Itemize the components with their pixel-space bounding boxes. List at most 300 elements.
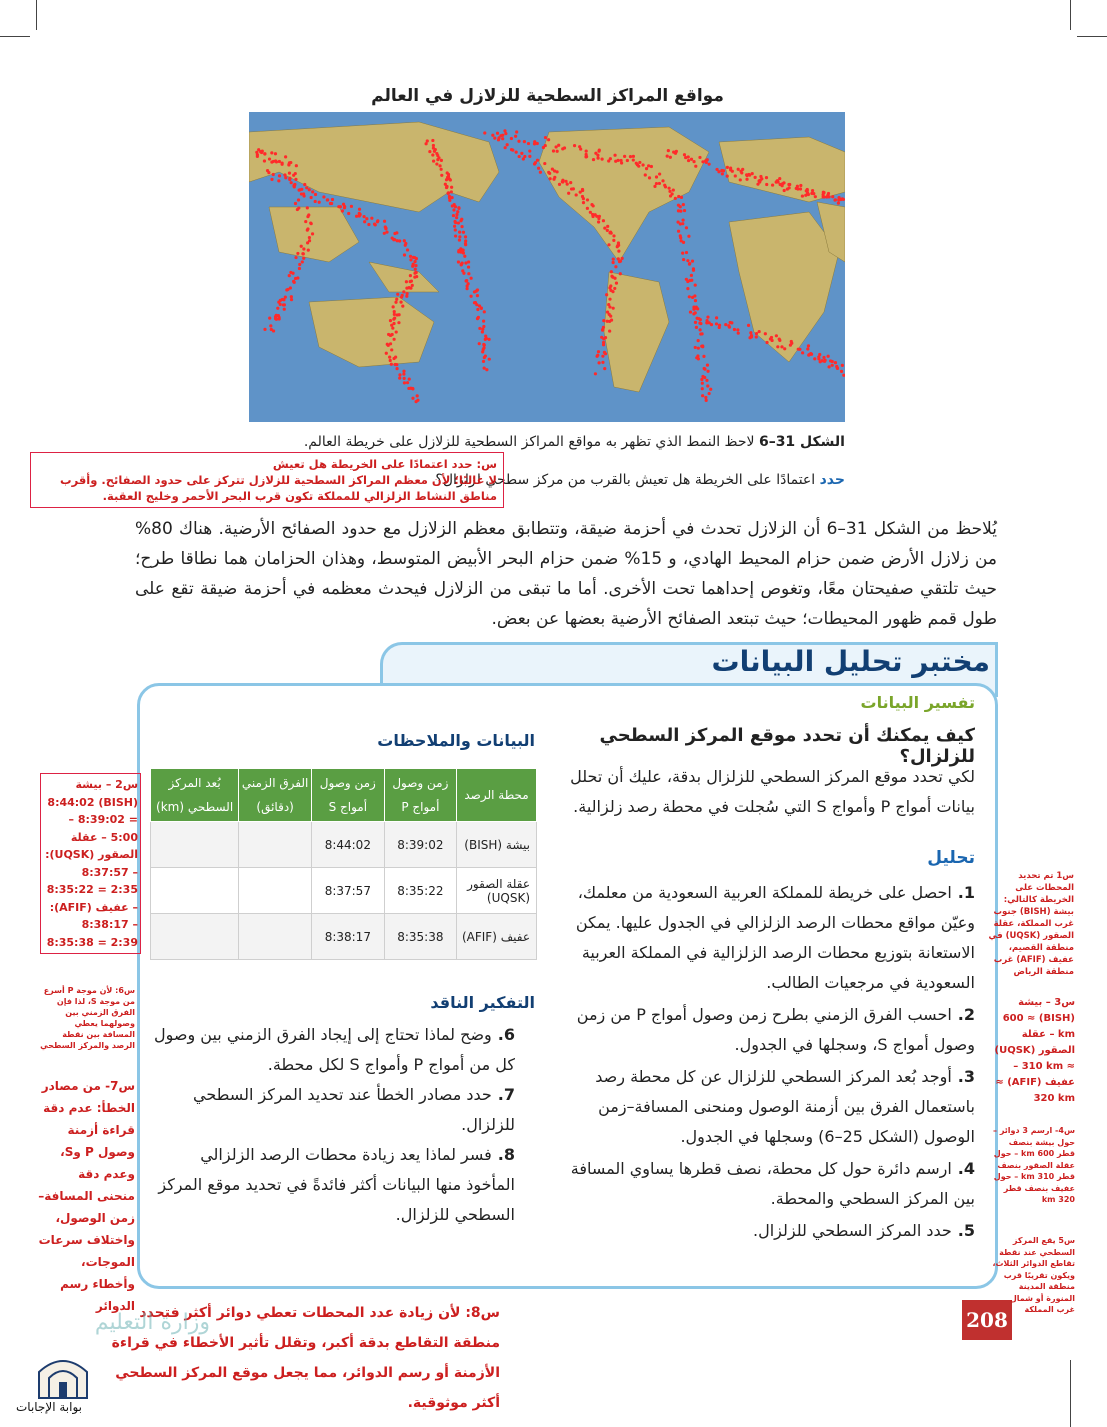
table-header: الفرق الزمني (دقائق) bbox=[239, 769, 312, 822]
earthquake-point bbox=[617, 249, 620, 252]
critical-thinking-list bbox=[150, 1020, 515, 1230]
table-header: زمن وصول أمواج P bbox=[384, 769, 456, 822]
earthquake-point bbox=[731, 170, 734, 173]
earthquake-point bbox=[601, 355, 604, 358]
earthquake-point bbox=[612, 258, 615, 261]
earthquake-point bbox=[310, 196, 313, 199]
earthquake-point bbox=[827, 355, 830, 358]
earthquake-point bbox=[596, 354, 599, 357]
earthquake-point bbox=[579, 191, 582, 194]
earthquake-point bbox=[449, 178, 452, 181]
earthquake-point bbox=[697, 339, 700, 342]
table-cell: 8:44:02 bbox=[312, 822, 385, 868]
earthquake-point bbox=[597, 361, 600, 364]
earthquake-point bbox=[573, 144, 576, 147]
earthquake-point bbox=[679, 222, 682, 225]
earthquake-point bbox=[637, 165, 640, 168]
earthquake-point bbox=[672, 151, 675, 154]
site-logo-icon bbox=[35, 1350, 91, 1400]
earthquake-point bbox=[822, 356, 825, 359]
earthquake-point bbox=[682, 203, 685, 206]
earthquake-point bbox=[398, 373, 401, 376]
earthquake-point bbox=[341, 209, 344, 212]
earthquake-point bbox=[464, 242, 467, 245]
earthquake-point bbox=[842, 198, 845, 201]
earthquake-point bbox=[783, 347, 786, 350]
earthquake-point bbox=[510, 148, 513, 151]
earthquake-point bbox=[610, 318, 613, 321]
earthquake-point bbox=[395, 298, 398, 301]
earthquake-point bbox=[629, 155, 632, 158]
earthquake-point bbox=[705, 321, 708, 324]
earthquake-point bbox=[400, 295, 403, 298]
critical-text: فسر لماذا يعد زيادة محطات الرصد الزلزالي المأخوذ منها البيانات أكثر فائدةً في تحديد موقع المركز السطحي للزلزال. bbox=[158, 1145, 515, 1224]
earthquake-point bbox=[606, 229, 609, 232]
earthquake-point bbox=[727, 324, 730, 327]
earthquake-point bbox=[679, 205, 682, 208]
earthquake-point bbox=[734, 174, 737, 177]
earthquake-point bbox=[447, 191, 450, 194]
earthquake-point bbox=[596, 154, 599, 157]
earthquake-point bbox=[294, 178, 297, 181]
earthquake-point bbox=[406, 248, 409, 251]
earthquake-point bbox=[585, 153, 588, 156]
handwritten-note-right-1: س1 تم تحديد المحطات على الخريطة كالتالي: بيشة (BISH) جنوب غرب المملكة، عقلة الصقور (UQSK) في منطقة القصيم، عفيف (AFIF) غرب منطقة الرياض bbox=[988, 871, 1074, 977]
earthquake-point bbox=[483, 131, 486, 134]
earthquake-point bbox=[764, 332, 767, 335]
figure-label: الشكل 31–6 bbox=[758, 434, 845, 450]
earthquake-point bbox=[294, 277, 297, 280]
earthquake-point bbox=[771, 183, 774, 186]
earthquake-point bbox=[414, 268, 417, 271]
earthquake-point bbox=[686, 259, 689, 262]
earthquake-point bbox=[515, 151, 518, 154]
earthquake-point bbox=[641, 163, 644, 166]
earthquake-point bbox=[834, 361, 837, 364]
earthquake-point bbox=[733, 328, 736, 331]
earthquake-point bbox=[393, 313, 396, 316]
earthquake-point bbox=[528, 155, 531, 158]
earthquake-point bbox=[413, 260, 416, 263]
earthquake-point bbox=[409, 258, 412, 261]
earthquake-point bbox=[797, 348, 800, 351]
earthquake-point bbox=[745, 178, 748, 181]
earthquake-point bbox=[745, 173, 748, 176]
earthquake-point bbox=[655, 175, 658, 178]
earthquake-point bbox=[596, 157, 599, 160]
earthquake-point bbox=[607, 159, 610, 162]
table-header: محطة الرصد bbox=[457, 769, 537, 822]
earthquake-point bbox=[292, 174, 295, 177]
earthquake-point bbox=[708, 163, 711, 166]
earthquake-point bbox=[461, 262, 464, 265]
earthquake-point bbox=[690, 158, 693, 161]
earthquake-point bbox=[269, 324, 272, 327]
earthquake-point bbox=[592, 204, 595, 207]
earthquake-point bbox=[389, 359, 392, 362]
earthquake-point bbox=[457, 207, 460, 210]
earthquake-point bbox=[581, 195, 584, 198]
table-cell: 8:38:17 bbox=[312, 914, 385, 960]
earthquake-point bbox=[705, 399, 708, 402]
earthquake-point bbox=[403, 253, 406, 256]
critical-number: 7. bbox=[497, 1085, 515, 1104]
earthquake-point bbox=[475, 290, 478, 293]
earthquake-point bbox=[626, 159, 629, 162]
earthquake-point bbox=[706, 370, 709, 373]
earthquake-point bbox=[674, 197, 677, 200]
earthquake-point bbox=[388, 356, 391, 359]
earthquake-point bbox=[572, 187, 575, 190]
earthquake-point bbox=[288, 274, 291, 277]
table-cell bbox=[151, 868, 239, 914]
earthquake-point bbox=[460, 248, 463, 251]
earthquake-point bbox=[398, 239, 401, 242]
earthquake-point bbox=[448, 199, 451, 202]
earthquake-point bbox=[482, 360, 485, 363]
earthquake-point bbox=[694, 321, 697, 324]
earthquake-point bbox=[454, 205, 457, 208]
earthquake-point bbox=[432, 147, 435, 150]
frame-line bbox=[1070, 0, 1071, 30]
earthquake-point bbox=[597, 150, 600, 153]
earthquake-point bbox=[275, 318, 278, 321]
earthquake-point bbox=[597, 220, 600, 223]
earthquake-point bbox=[416, 394, 419, 397]
earthquake-point bbox=[393, 232, 396, 235]
earthquake-point bbox=[765, 183, 768, 186]
earthquake-point bbox=[610, 275, 613, 278]
earthquake-point bbox=[414, 400, 417, 403]
earthquake-point bbox=[726, 166, 729, 169]
earthquake-point bbox=[710, 323, 713, 326]
earthquake-point bbox=[776, 345, 779, 348]
table-cell: عفيف (AFIF) bbox=[457, 914, 537, 960]
earthquake-point bbox=[435, 162, 438, 165]
earthquake-point bbox=[658, 182, 661, 185]
earthquake-point bbox=[457, 260, 460, 263]
table-cell bbox=[239, 822, 312, 868]
table-cell bbox=[151, 822, 239, 868]
earthquake-point bbox=[296, 252, 299, 255]
earthquake-point bbox=[695, 326, 698, 329]
earthquake-point bbox=[648, 176, 651, 179]
earthquake-point bbox=[396, 293, 399, 296]
earthquake-point bbox=[326, 198, 329, 201]
earthquake-point bbox=[677, 195, 680, 198]
earthquake-point bbox=[432, 159, 435, 162]
earthquake-point bbox=[350, 205, 353, 208]
earthquake-point bbox=[409, 280, 412, 283]
earthquake-point bbox=[385, 352, 388, 355]
earthquake-point bbox=[283, 308, 286, 311]
earthquake-point bbox=[363, 220, 366, 223]
earthquake-point bbox=[450, 190, 453, 193]
data-observations-heading: البيانات والملاحظات bbox=[377, 731, 535, 750]
earthquake-point bbox=[616, 245, 619, 248]
earthquake-point bbox=[563, 146, 566, 149]
earthquake-point bbox=[638, 161, 641, 164]
earthquake-point bbox=[679, 236, 682, 239]
earthquake-point bbox=[284, 296, 287, 299]
earthquake-point bbox=[454, 228, 457, 231]
earthquake-point bbox=[601, 158, 604, 161]
earthquake-point bbox=[724, 323, 727, 326]
earthquake-point bbox=[329, 202, 332, 205]
earthquake-point bbox=[314, 193, 317, 196]
earthquake-point bbox=[697, 357, 700, 360]
earthquake-point bbox=[781, 182, 784, 185]
earthquake-point bbox=[274, 152, 277, 155]
earthquake-point bbox=[465, 279, 468, 282]
earthquake-point bbox=[398, 376, 401, 379]
earthquake-point bbox=[395, 367, 398, 370]
brand-name: بوابة الإجابات bbox=[15, 1400, 82, 1414]
figure-caption bbox=[290, 434, 845, 450]
earthquake-point bbox=[453, 220, 456, 223]
earthquake-point bbox=[405, 287, 408, 290]
earthquake-point bbox=[437, 156, 440, 159]
earthquake-point bbox=[440, 174, 443, 177]
earthquake-point bbox=[780, 345, 783, 348]
earthquake-point bbox=[294, 256, 297, 259]
earthquake-point bbox=[823, 360, 826, 363]
earthquake-point bbox=[748, 336, 751, 339]
earthquake-point bbox=[759, 175, 762, 178]
earthquake-point bbox=[347, 212, 350, 215]
earthquake-point bbox=[691, 259, 694, 262]
earthquake-point bbox=[837, 202, 840, 205]
earthquake-point bbox=[759, 179, 762, 182]
step-number: 5. bbox=[957, 1221, 975, 1240]
earthquake-point bbox=[428, 150, 431, 153]
earthquake-point bbox=[783, 189, 786, 192]
earthquake-point bbox=[447, 173, 450, 176]
earthquake-point bbox=[569, 181, 572, 184]
earthquake-point bbox=[796, 185, 799, 188]
earthquake-point bbox=[302, 257, 305, 260]
earthquake-point bbox=[827, 195, 830, 198]
earthquake-point bbox=[290, 181, 293, 184]
earthquake-point bbox=[343, 205, 346, 208]
handwritten-note-right-4: س5 يقع المركز السطحي عند نقطة تقاطع الدوائر الثلاث، ويكون تقريبًا قرب منطقة المدينة المنورة أو شمال غرب المملكة bbox=[992, 1236, 1075, 1314]
earthquake-point bbox=[705, 379, 708, 382]
earthquake-point bbox=[438, 164, 441, 167]
lab-title: مختبر تحليل البيانات bbox=[711, 645, 990, 678]
earthquake-point bbox=[425, 142, 428, 145]
earthquake-point bbox=[611, 290, 614, 293]
earthquake-point bbox=[705, 161, 708, 164]
earthquake-point bbox=[701, 387, 704, 390]
earthquake-point bbox=[390, 348, 393, 351]
earthquake-point bbox=[506, 143, 509, 146]
earthquake-point bbox=[552, 149, 555, 152]
earthquake-point bbox=[456, 210, 459, 213]
earthquake-point bbox=[504, 146, 507, 149]
earthquake-point bbox=[822, 195, 825, 198]
earthquake-point bbox=[608, 305, 611, 308]
earthquake-point bbox=[480, 307, 483, 310]
figure-caption-text: لاحظ النمط الذي تظهر به مواقع المراكز السطحية للزلازل على خريطة العالم. bbox=[303, 434, 755, 450]
earthquake-point bbox=[612, 261, 615, 264]
earthquake-point bbox=[389, 319, 392, 322]
earthquake-point bbox=[450, 186, 453, 189]
earthquake-point bbox=[365, 217, 368, 220]
earthquake-point bbox=[605, 293, 608, 296]
earthquake-point bbox=[297, 206, 300, 209]
earthquake-point bbox=[814, 195, 817, 198]
earthquake-point bbox=[445, 178, 448, 181]
earthquake-point bbox=[270, 328, 273, 331]
earthquake-point bbox=[288, 161, 291, 164]
step-number: 2. bbox=[957, 1005, 975, 1024]
earthquake-point bbox=[667, 149, 670, 152]
table-row bbox=[151, 822, 537, 868]
earthquake-point bbox=[822, 191, 825, 194]
earthquake-point bbox=[841, 364, 844, 367]
earthquake-point bbox=[445, 186, 448, 189]
earthquake-point bbox=[488, 358, 491, 361]
earthquake-point bbox=[604, 352, 607, 355]
step-text: أوجد بُعد المركز السطحي للزلزال عن كل محطة رصد باستعمال الفرق بين أزمنة الوصول ومنحنى المسافة–زمن الوصول (الشكل 25–6) وسجلها في الجدول. bbox=[595, 1067, 975, 1146]
earthquake-point bbox=[799, 184, 802, 187]
table-cell: 8:35:38 bbox=[384, 914, 456, 960]
earthquake-point bbox=[476, 294, 479, 297]
earthquake-point bbox=[737, 168, 740, 171]
step-item bbox=[565, 1000, 975, 1060]
earthquake-point bbox=[278, 174, 281, 177]
earthquake-point bbox=[661, 179, 664, 182]
earthquake-point bbox=[510, 137, 513, 140]
earthquake-point bbox=[462, 251, 465, 254]
earthquake-point bbox=[603, 367, 606, 370]
earthquake-point bbox=[789, 344, 792, 347]
frame-line bbox=[1077, 36, 1107, 37]
earthquake-point bbox=[306, 206, 309, 209]
critical-number: 6. bbox=[497, 1025, 515, 1044]
earthquake-point bbox=[675, 150, 678, 153]
earthquake-point bbox=[613, 154, 616, 157]
earthquake-point bbox=[549, 177, 552, 180]
earthquake-point bbox=[601, 361, 604, 364]
earthquake-point bbox=[298, 267, 301, 270]
earthquake-point bbox=[389, 334, 392, 337]
earthquake-point bbox=[484, 338, 487, 341]
earthquake-point bbox=[405, 295, 408, 298]
earthquake-point bbox=[478, 342, 481, 345]
earthquake-point bbox=[603, 226, 606, 229]
earthquake-point bbox=[476, 308, 479, 311]
earthquake-point bbox=[619, 272, 622, 275]
earthquake-point bbox=[681, 252, 684, 255]
earthquake-point bbox=[701, 394, 704, 397]
earthquake-point bbox=[306, 228, 309, 231]
earthquake-point bbox=[302, 252, 305, 255]
earthquake-point bbox=[687, 159, 690, 162]
earthquake-point bbox=[270, 178, 273, 181]
earthquake-point bbox=[755, 332, 758, 335]
table-cell bbox=[239, 914, 312, 960]
earthquake-point bbox=[493, 137, 496, 140]
earthquake-point bbox=[268, 317, 271, 320]
note-answer: لا غالبًا؛ لأن معظم المراكز السطحية للزلازل تتركز على حدود الصفائح. وأقرب مناطق النشاط الزلزالي للمملكة تكون قرب البحر الأحمر وخليج العقبة. bbox=[60, 473, 497, 503]
earthquake-point bbox=[483, 366, 486, 369]
earthquake-point bbox=[721, 172, 724, 175]
earthquake-point bbox=[788, 183, 791, 186]
earthquake-point bbox=[547, 138, 550, 141]
earthquake-point bbox=[553, 176, 556, 179]
earthquake-point bbox=[758, 330, 761, 333]
earthquake-point bbox=[688, 262, 691, 265]
earthquake-point bbox=[293, 183, 296, 186]
earthquake-point bbox=[663, 184, 666, 187]
critical-item bbox=[150, 1080, 515, 1140]
earthquake-point bbox=[650, 165, 653, 168]
earthquake-point bbox=[684, 156, 687, 159]
earthquake-point bbox=[653, 185, 656, 188]
earthquake-point bbox=[699, 328, 702, 331]
lab-question: كيف يمكنك أن تحدد موقع المركز السطحي للزلزال؟ bbox=[599, 725, 975, 767]
earthquake-point bbox=[515, 130, 518, 133]
handwritten-note-bottom: س8: لأن زيادة عدد المحطات تعطي دوائر أكثر فتحدد منطقة التقاطع بدقة أكبر، وتقلل تأثير الأخطاء في قراءة الأزمنة أو رسم الدوائر، مما يجعل موقع المركز السطحي أكثر موثوقية. bbox=[111, 1305, 500, 1411]
earthquake-point bbox=[263, 152, 266, 155]
step-number: 1. bbox=[957, 883, 975, 902]
earthquake-point bbox=[682, 258, 685, 261]
earthquake-point bbox=[726, 175, 729, 178]
earthquake-point bbox=[566, 183, 569, 186]
earthquake-point bbox=[311, 232, 314, 235]
analysis-steps bbox=[565, 878, 975, 1248]
handwritten-note-right-2: س3 – بيشة (BISH) ≈ 600 km – عقلة الصقور (UQSK) ≈ 310 km – عفيف (AFIF) ≈ 320 km bbox=[994, 997, 1075, 1104]
earthquake-point bbox=[828, 365, 831, 368]
earthquake-point bbox=[309, 221, 312, 224]
earthquake-point bbox=[527, 142, 530, 145]
earthquake-point bbox=[834, 198, 837, 201]
map-title: مواقع المراكز السطحية للزلازل في العالم bbox=[371, 86, 724, 106]
earthquake-point bbox=[709, 388, 712, 391]
step-text: احصل على خريطة للمملكة العربية السعودية من معلمك، وعيّن مواقع محطات الرصد الزلزالي في الجدول عليها. يمكن الاستعانة بتوزيع محطات الرصد الزلزالية في المملكة العربية السعودية في مرجعيات الطالب. bbox=[575, 883, 975, 992]
earthquake-point bbox=[392, 305, 395, 308]
earthquake-point bbox=[517, 140, 520, 143]
table-cell bbox=[151, 914, 239, 960]
earthquake-point bbox=[406, 381, 409, 384]
earthquake-point bbox=[467, 260, 470, 263]
earthquake-point bbox=[544, 136, 547, 139]
earthquake-point bbox=[387, 344, 390, 347]
earthquake-point bbox=[413, 272, 416, 275]
question-keyword: حدد bbox=[819, 472, 845, 488]
analysis-heading: تحليل bbox=[927, 848, 975, 868]
earthquake-point bbox=[614, 160, 617, 163]
earthquake-point bbox=[715, 322, 718, 325]
earthquake-point bbox=[668, 190, 671, 193]
ministry-watermark: وزارة التعليم bbox=[94, 1310, 210, 1335]
earthquake-point bbox=[696, 307, 699, 310]
step-item bbox=[565, 1154, 975, 1214]
earthquake-point bbox=[610, 270, 613, 273]
earthquake-point bbox=[411, 265, 414, 268]
earthquake-point bbox=[817, 355, 820, 358]
table-header: بُعد المركز السطحي (km) bbox=[151, 769, 239, 822]
earthquake-point bbox=[701, 160, 704, 163]
earthquake-point bbox=[281, 162, 284, 165]
earthquake-point bbox=[703, 368, 706, 371]
earthquake-point bbox=[701, 375, 704, 378]
earthquake-point bbox=[401, 305, 404, 308]
earthquake-point bbox=[666, 155, 669, 158]
earthquake-point bbox=[556, 150, 559, 153]
earthquake-point bbox=[467, 272, 470, 275]
